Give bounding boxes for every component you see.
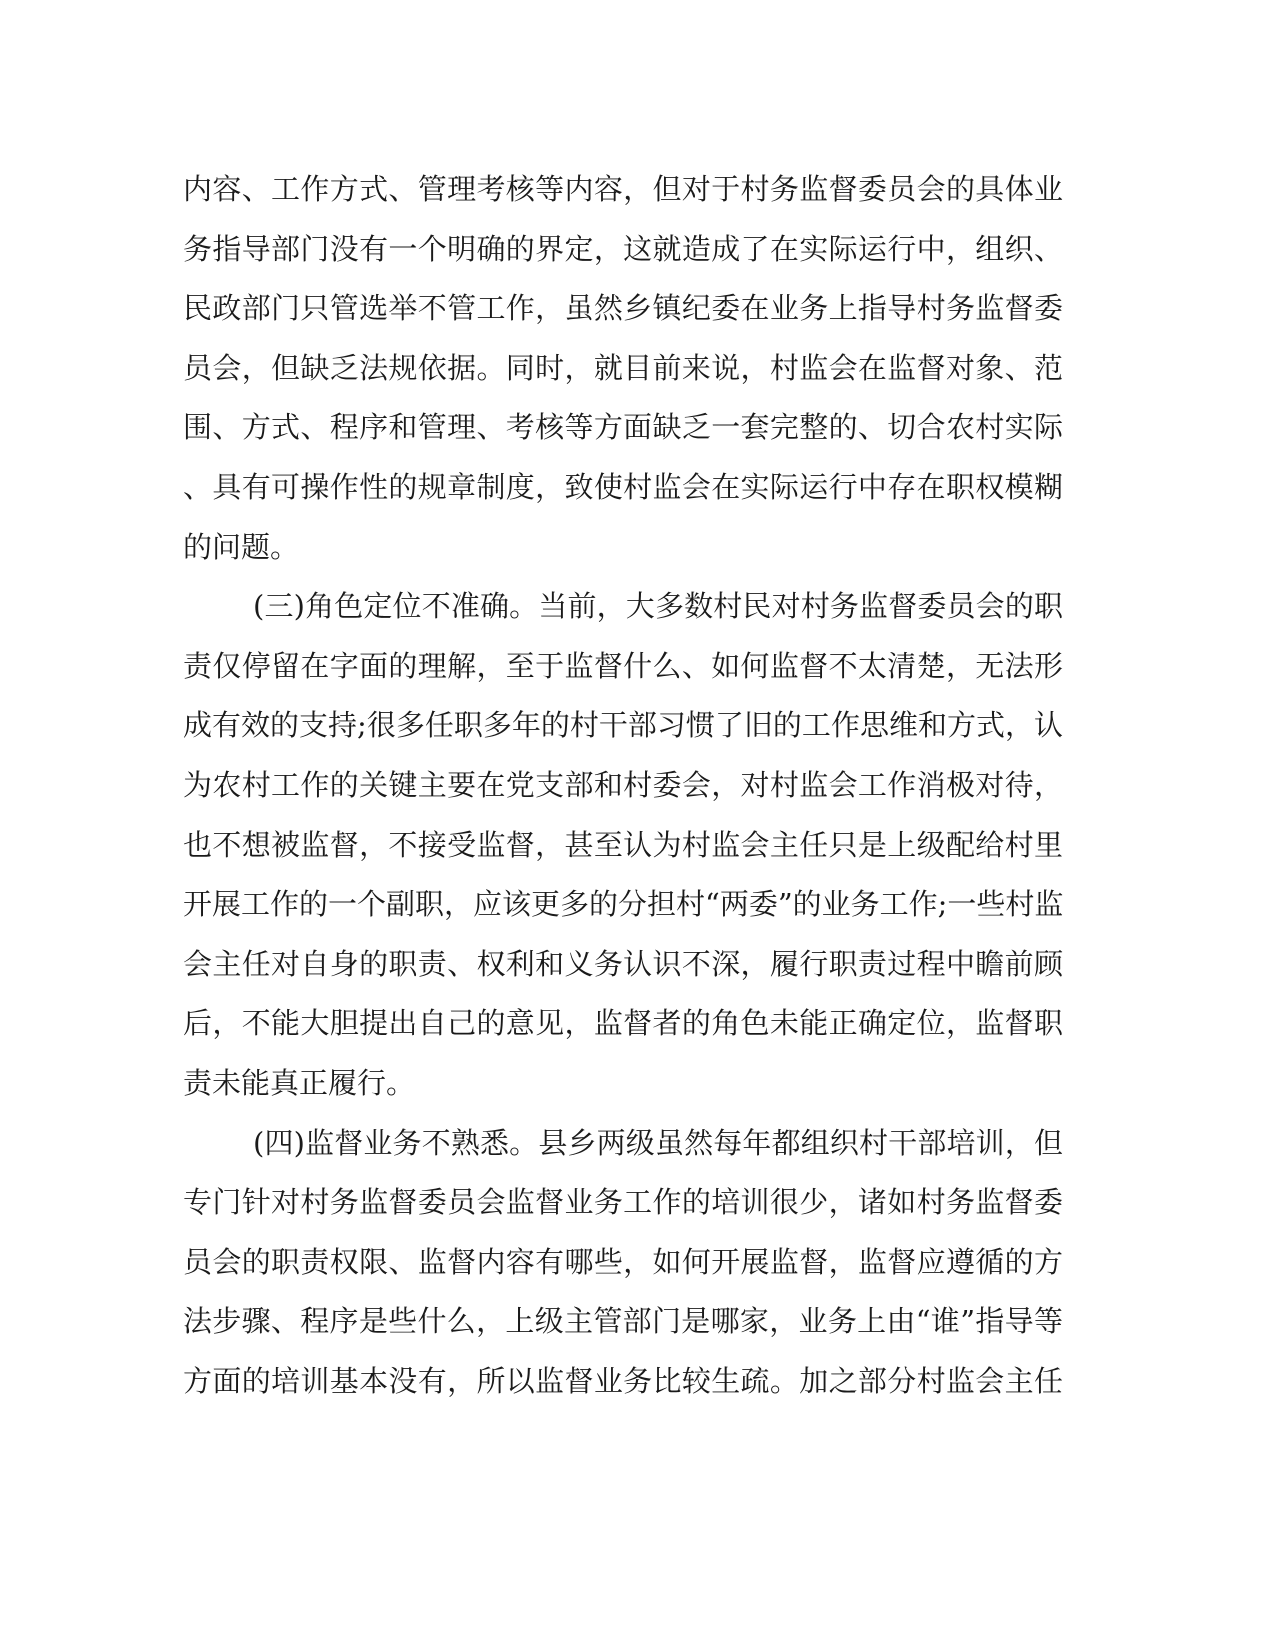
text-line: 开展工作的一个副职，应该更多的分担村“两委”的业务工作;一些村监 [183,887,1063,922]
text-line: 围、方式、程序和管理、考核等方面缺乏一套完整的、切合农村实际 [183,410,1063,445]
text-line: (四)监督业务不熟悉。县乡两级虽然每年都组织村干部培训，但 [253,1125,1063,1160]
body-text [183,160,1063,1411]
text-line: 也不想被监督，不接受监督，甚至认为村监会主任只是上级配给村里 [183,827,1063,862]
text-line: 法步骤、程序是些什么，上级主管部门是哪家，业务上由“谁”指导等 [183,1304,1063,1339]
text-line: 务指导部门没有一个明确的界定，这就造成了在实际运行中，组织、 [183,231,1063,266]
text-line: 为农村工作的关键主要在党支部和村委会，对村监会工作消极对待， [183,767,1063,802]
text-line: 方面的培训基本没有，所以监督业务比较生疏。加之部分村监会主任 [183,1363,1063,1398]
text-line: (三)角色定位不准确。当前，大多数村民对村务监督委员会的职 [253,589,1063,624]
text-line: 民政部门只管选举不管工作，虽然乡镇纪委在业务上指导村务监督委 [183,291,1063,326]
text-line: 责仅停留在字面的理解，至于监督什么、如何监督不太清楚，无法形 [183,648,1063,683]
text-line: 责未能真正履行。 [183,1065,416,1100]
text-line: 员会的职责权限、监督内容有哪些，如何开展监督，监督应遵循的方 [183,1244,1063,1279]
text-line: 、具有可操作性的规章制度，致使村监会在实际运行中存在职权模糊 [183,469,1063,504]
text-line: 成有效的支持;很多任职多年的村干部习惯了旧的工作思维和方式，认 [183,708,1063,743]
text-line: 内容、工作方式、管理考核等内容，但对于村务监督委员会的具体业 [183,172,1063,206]
text-line: 专门针对村务监督委员会监督业务工作的培训很少，诸如村务监督委 [183,1185,1063,1220]
text-line: 会主任对自身的职责、权利和义务认识不深，履行职责过程中瞻前顾 [183,946,1063,981]
text-line: 后，不能大胆提出自己的意见，监督者的角色未能正确定位，监督职 [183,1006,1063,1041]
text-line: 的问题。 [183,529,300,564]
text-line: 员会，但缺乏法规依据。同时，就目前来说，村监会在监督对象、范 [183,350,1063,385]
